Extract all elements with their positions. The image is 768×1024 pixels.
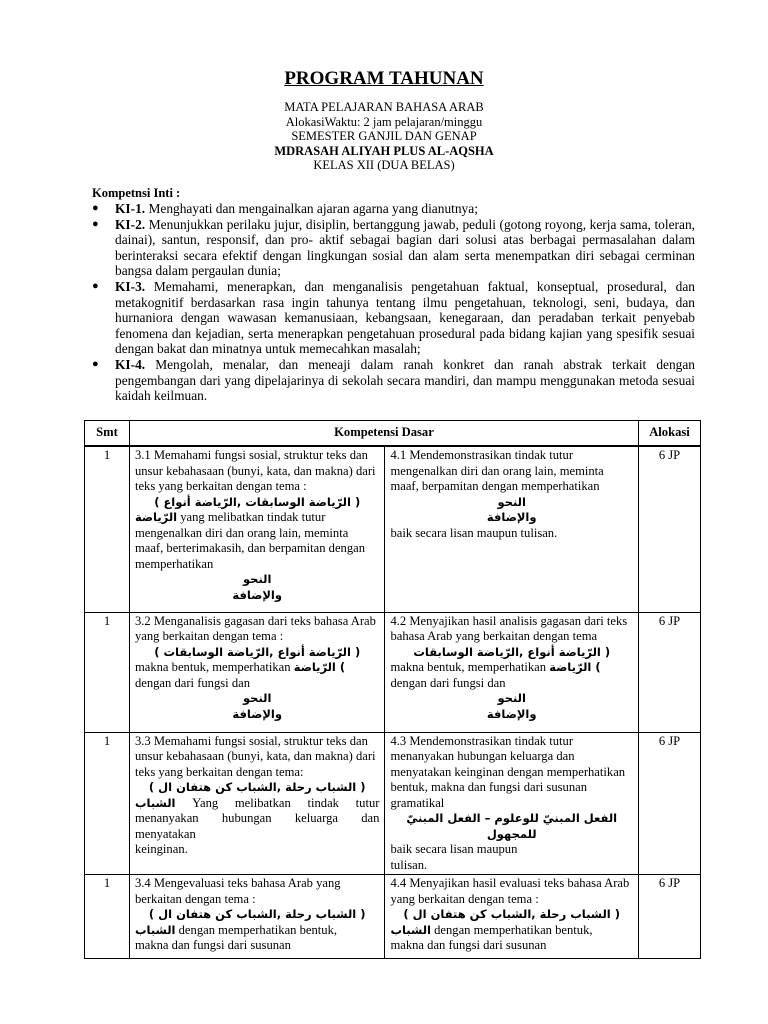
ki-text: Mengolah, menalar, dan meneaji dalam ranah konkret dan ranah abstrak terkait dengan pengembangan dari yang dipelajarinya di sekolah secara mandiri, dan mampu menggunakan metoda sesuai kaidah keilmuan. (115, 356, 695, 404)
kd3-cell (129, 612, 384, 732)
arabic-word: النحو (497, 494, 526, 509)
document-header (0, 100, 768, 173)
kd3-text: 3.4 Mengevaluasi teks bahasa Arab yang berkaitan dengan tema : (134, 876, 341, 906)
table-row (85, 612, 701, 732)
arabic-word: الرّياضة ( (293, 660, 346, 674)
table-row (85, 875, 701, 959)
arabic-theme: ( الشباب رحلة ,الشباب كن هتفان ال ) (403, 907, 621, 921)
kd4-text-continued: dengan dari fungsi dan (390, 675, 506, 690)
ki-text: Menghayati dan mengainalkan ajaran agarna yang dianutnya; (145, 201, 478, 216)
kd3-text-continued: keinginan. (134, 842, 188, 856)
arabic-word: النحو (497, 691, 526, 705)
allocation-cell: 6 JP (639, 612, 701, 732)
kd3-text-continued: makna bentuk, memperhatikan (134, 660, 291, 674)
kd4-text: 4.4 Menyajikan hasil evaluasi teks bahasa Arab yang berkaitan dengan tema : (390, 876, 630, 906)
arabic-word: والإضافة (232, 706, 282, 721)
class-line: KELAS XII (DUA BELAS) (313, 158, 455, 173)
arabic-word: الشباب (134, 795, 176, 810)
ki-text: Menunjukkan perilaku jujur, disiplin, bertanggung jawab, peduli (gotong royong, kerja sama, toleran, dainai), santun, responsif, dan pro- aktif sebagai bagian dari solusi atas berbagai permasalahan dalam berinteraksi secara efektif dengan lingkungan sosial dan alam serta menempatkan diri sebagai cerminan bangsa dalam pergaulan dunia; (115, 216, 695, 279)
arabic-word: والإضافة (232, 587, 282, 602)
semester-cell: 1 (85, 875, 130, 959)
kd3-text: 3.1 Memahami fungsi sosial, struktur teks dan unsur kebahasaan (bunyi, kata, dan makna) dari teks yang berkaitan dengan tema : (134, 448, 376, 493)
ki-label: KI-1. (115, 201, 146, 216)
column-header-smt: Smt (85, 421, 130, 447)
bullet-icon: ● (92, 202, 99, 214)
kd3-text (135, 796, 379, 843)
table-row (85, 446, 701, 612)
kd4-text: 4.2 Menyajikan hasil analisis gagasan dari teks bahasa Arab yang berkaitan dengan tema (390, 613, 628, 643)
kd4-text-continued: baik secara lisan maupun (390, 842, 518, 856)
ki-heading: Kompetnsi Inti : (92, 186, 181, 200)
semester-cell: 1 (85, 732, 130, 875)
subject-line: MATA PELAJARAN BAHASA ARAB (284, 100, 484, 114)
competency-table (84, 420, 701, 959)
ki-list (92, 201, 695, 404)
kd3-text-continued: yang melibatkan tindak tutur mengenalkan diri dan orang lain, meminta maaf, berterimakasih, dan berpamitan dengan memperhatikan (134, 510, 366, 571)
kd4-text: 4.1 Mendemonstrasikan tindak tutur mengenalkan diri dan orang lain, meminta maaf, berpamitan dengan memperhatikan (390, 448, 604, 493)
table-row (85, 732, 701, 875)
allocation-cell: 6 JP (639, 875, 701, 959)
arabic-word: والإضافة (486, 510, 537, 524)
column-header-alokasi: Alokasi (639, 421, 701, 447)
bullet-icon: ● (92, 279, 99, 292)
arabic-theme: ( الرّياضة أنواع ,الرّياضة الوسابقات (413, 644, 611, 659)
kd4-text: 4.3 Mendemonstrasikan tindak tutur menanyakan hubungan keluarga dan menyatakan keinginan dengan memperhatikan bentuk, makna dan fungsi dari susunan gramatikal (390, 733, 626, 810)
kd4-text-continued: baik secara lisan maupun tulisan. (390, 525, 558, 540)
bullet-icon: ● (92, 357, 99, 370)
ki-item (92, 217, 695, 279)
ki-item (92, 357, 695, 404)
kd4-text-continued: tulisan. (390, 857, 428, 872)
column-header-kompetensi: Kompetensi Dasar (129, 421, 638, 447)
kd4-text (390, 660, 633, 676)
arabic-theme: ( الرّياضة الوسابقات ,الرّياضة أنواع ) (154, 494, 361, 509)
ki-label: KI-3. (115, 278, 146, 294)
kd4-text-continued: makna bentuk, memperhatikan (390, 660, 547, 674)
arabic-word: للمجهول (486, 826, 537, 841)
allocation-cell: 6 JP (639, 446, 701, 612)
kd4-cell (385, 875, 639, 959)
document-title: PROGRAM TAHUNAN (284, 68, 484, 89)
kd4-text-continued: dengan memperhatikan bentuk, (430, 922, 593, 937)
allocation-cell: 6 JP (639, 732, 701, 875)
kd4-text (390, 923, 633, 939)
arabic-word: الشباب (134, 922, 176, 937)
kd3-text: 3.2 Menganalisis gagasan dari teks bahasa Arab yang berkaitan dengan tema : (134, 613, 376, 643)
kd4-cell (385, 732, 639, 875)
kd3-cell (129, 446, 384, 612)
kd3-text-continued: makna dan fungsi dari susunan (134, 938, 291, 952)
kd4-text-continued: makna dan fungsi dari susunan (390, 938, 547, 952)
ki-label: KI-4. (115, 356, 146, 372)
arabic-phrase: الفعل المبنيّ للوعلوم – الفعل المبنيّ (406, 811, 618, 825)
kd3-text (135, 660, 379, 676)
semester-line: SEMESTER GANJIL DAN GENAP (291, 129, 477, 144)
bullet-icon: ● (92, 217, 99, 230)
school-name: MDRASAH ALIYAH PLUS AL-AQSHA (274, 143, 494, 158)
kd3-text-continued: dengan memperhatikan bentuk, (175, 922, 338, 937)
arabic-theme: ( الرّياضة أنواع ,الرّياضة الوسابقات ) (154, 644, 361, 659)
ki-text: Memahami, menerapkan, dan menganalisis pengetahuan faktual, konseptual, prosedural, dan metakognitif berdasarkan rasa ingin tahunya tentang ilmu pengetahuan, teknologi, seni, budaya, dan hurnaniora dengan wawasan kemanusiaan, kebangsaan, kenegaraan, dan peradaban terkait penyebab fenomena dan kejadian, serta menerapkan pengetahuan prosedural pada bidang kajian yang spesifik sesuai dengan bakat dan minatnya untuk memecahkan masalah; (115, 278, 695, 357)
kd3-cell (129, 875, 384, 959)
semester-cell: 1 (85, 612, 130, 732)
arabic-word: الشباب (390, 922, 431, 937)
kd3-cell (129, 732, 384, 875)
ki-label: KI-2. (115, 216, 146, 232)
kd4-cell (385, 446, 639, 612)
kd3-text: 3.3 Memahami fungsi sosial, struktur teks dan unsur kebahasaan (bunyi, kata, dan makna) dari teks yang berkaitan dengan tema: (134, 733, 376, 779)
arabic-word: والإضافة (486, 706, 537, 721)
table-header-row (85, 421, 701, 447)
arabic-word: الرّياضة ( (549, 660, 601, 674)
kd3-text (135, 923, 379, 939)
ki-item (92, 201, 695, 217)
arabic-theme: ( الشباب رحلة ,الشباب كن هتفان ال ) (148, 907, 366, 921)
time-allocation-line: AlokasiWaktu: 2 jam pelajaran/minggu (285, 114, 483, 129)
arabic-word: النحو (242, 691, 272, 705)
semester-cell: 1 (85, 446, 130, 612)
kd3-text (135, 510, 379, 572)
ki-item (92, 279, 695, 357)
arabic-word: الرّياضة (134, 510, 178, 524)
arabic-word: النحو (242, 572, 272, 586)
arabic-theme: ( الشباب رحلة ,الشباب كن هتفان ال ) (148, 780, 366, 794)
kd4-cell (385, 612, 639, 732)
kd3-text-continued: Yang melibatkan tindak tutur menanyakan hubungan keluarga dan menyatakan (134, 795, 380, 841)
kd3-text-continued: dengan dari fungsi dan (134, 675, 251, 690)
